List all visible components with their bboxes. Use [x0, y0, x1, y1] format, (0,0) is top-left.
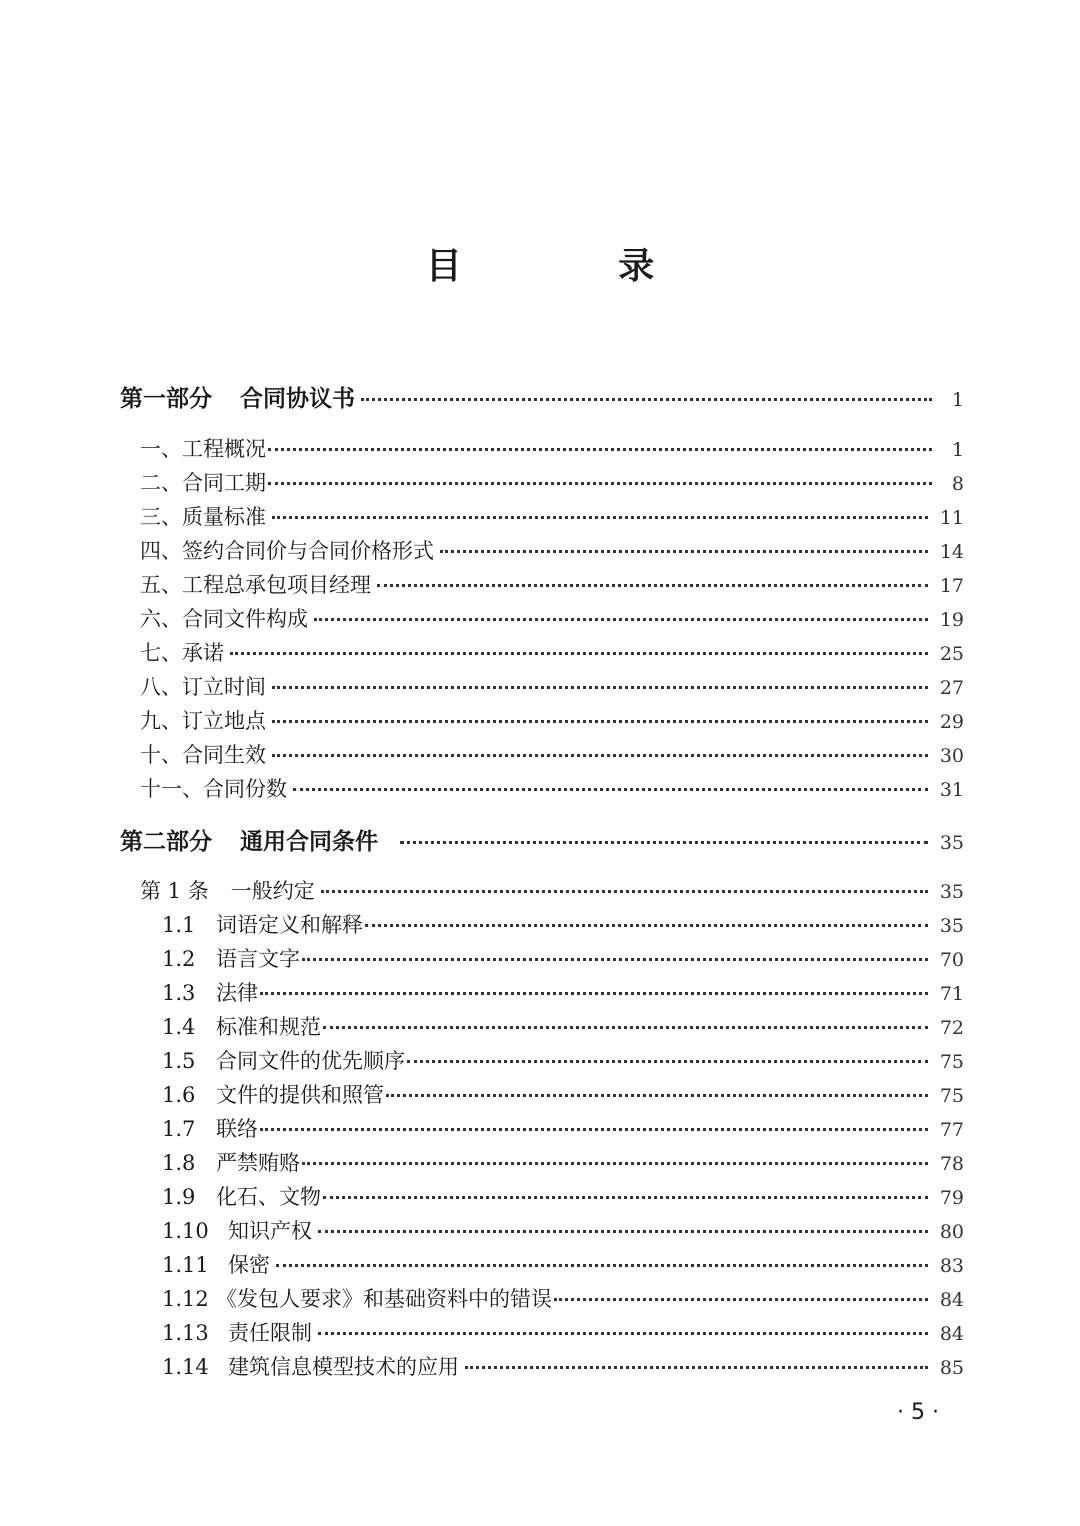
dot-leader: [400, 841, 928, 844]
clause-number: 1.11: [162, 1253, 209, 1277]
entry-title: 联络: [216, 1117, 258, 1141]
entry-title: 一、工程概况: [140, 437, 266, 461]
entry-title: 法律: [216, 981, 258, 1005]
page-number: 35: [939, 832, 964, 854]
toc-article[interactable]: [140, 875, 964, 905]
page-number: 77: [939, 1119, 964, 1141]
toc-clause[interactable]: [162, 1351, 964, 1381]
page-number: 14: [939, 541, 964, 563]
page-number: 75: [939, 1051, 964, 1073]
page-number: 27: [939, 677, 964, 699]
page-number: 17: [939, 575, 964, 597]
entry-title: 知识产权: [228, 1219, 312, 1243]
dot-leader: [302, 958, 928, 961]
page-number: 79: [939, 1187, 964, 1209]
dot-leader: [321, 890, 928, 893]
dot-leader: [323, 1026, 928, 1029]
toc-clause[interactable]: [162, 1181, 964, 1211]
clause-number: 1.7: [162, 1117, 196, 1141]
entry-title: 责任限制: [228, 1321, 312, 1345]
part-name: 合同协议书: [240, 385, 355, 412]
toc-clause[interactable]: [162, 1045, 964, 1075]
page-number: 71: [939, 983, 964, 1005]
clause-number: 1.6: [162, 1083, 196, 1107]
entry-title: 三、质量标准: [140, 505, 266, 529]
part-label: 第二部分: [120, 828, 212, 855]
toc-entry[interactable]: [140, 739, 964, 769]
part-label: 第一部分: [120, 385, 212, 412]
toc-clause[interactable]: [162, 977, 964, 1007]
page-number: 35: [939, 881, 964, 903]
entry-title: 建筑信息模型技术的应用: [228, 1355, 459, 1379]
entry-title: 语言文字: [216, 947, 300, 971]
toc-clause[interactable]: [162, 1215, 964, 1245]
page-number: 25: [939, 643, 964, 665]
dot-leader: [260, 1128, 928, 1131]
clause-number: 1.4: [162, 1015, 196, 1039]
page-number: 31: [939, 779, 964, 801]
entry-title: 四、签约合同价与合同价格形式: [140, 539, 434, 563]
entry-title: 一般约定: [230, 879, 315, 903]
dot-leader: [323, 1196, 928, 1199]
page-number: 29: [939, 711, 964, 733]
toc-clause[interactable]: [162, 1011, 964, 1041]
toc-clause[interactable]: [162, 1113, 964, 1143]
page-number: 19: [939, 609, 964, 631]
page-number: 78: [939, 1153, 964, 1175]
toc-entry[interactable]: [140, 569, 964, 599]
entry-title: 七、承诺: [140, 641, 224, 665]
page-number: 72: [939, 1017, 964, 1039]
clause-number: 1.9: [162, 1185, 196, 1209]
clause-number: 1.3: [162, 981, 196, 1005]
toc-clause[interactable]: [162, 1317, 964, 1347]
clause-number: 1.2: [162, 947, 196, 971]
page-number: 70: [939, 949, 964, 971]
dot-leader: [361, 398, 932, 401]
page-number: 83: [939, 1255, 964, 1277]
entry-title: 五、工程总承包项目经理: [140, 573, 371, 597]
clause-number: 1.13: [162, 1321, 209, 1345]
toc-entry[interactable]: [140, 671, 964, 701]
page-number: 30: [939, 745, 964, 767]
dot-leader: [440, 550, 928, 553]
dot-leader: [230, 652, 928, 655]
clause-number: 1.5: [162, 1049, 196, 1073]
page-number: 35: [939, 915, 964, 937]
entry-title: 十一、合同份数: [140, 777, 287, 801]
toc-clause[interactable]: [162, 1283, 964, 1313]
page-number: 84: [939, 1323, 964, 1345]
entry-title: 九、订立地点: [140, 709, 266, 733]
toc-entry[interactable]: [140, 603, 964, 633]
page-number: 1: [951, 389, 964, 411]
entry-title: 二、合同工期: [140, 471, 266, 495]
page-number: 1: [951, 439, 964, 461]
dot-leader: [318, 1332, 928, 1335]
entry-title: 十、合同生效: [140, 743, 266, 767]
toc-entry[interactable]: [140, 433, 964, 463]
entry-title: 六、合同文件构成: [140, 607, 308, 631]
dot-leader: [314, 618, 928, 621]
dot-leader: [293, 788, 928, 791]
entry-title: 标准和规范: [216, 1015, 321, 1039]
dot-leader: [272, 754, 928, 757]
dot-leader: [407, 1060, 928, 1063]
dot-leader: [302, 1162, 928, 1165]
dot-leader: [272, 516, 928, 519]
entry-title: 词语定义和解释: [216, 913, 363, 937]
clause-number: 1.1: [162, 913, 196, 937]
dot-leader: [276, 1264, 928, 1267]
page-title: 目 录: [425, 246, 727, 287]
page-number: 75: [939, 1085, 964, 1107]
toc-clause[interactable]: [162, 1079, 964, 1109]
toc-entry[interactable]: [140, 467, 964, 497]
dot-leader: [272, 720, 928, 723]
entry-title: 严禁贿赂: [216, 1151, 300, 1175]
clause-number: 1.8: [162, 1151, 196, 1175]
toc-clause[interactable]: [162, 1147, 964, 1177]
entry-title: 保密: [228, 1253, 270, 1277]
dot-leader: [365, 924, 928, 927]
toc-entry[interactable]: [140, 535, 964, 565]
entry-title: 八、订立时间: [140, 675, 266, 699]
entry-title: 合同文件的优先顺序: [216, 1049, 405, 1073]
article-label: 第 1 条: [140, 879, 209, 903]
toc-part-heading[interactable]: [120, 823, 964, 856]
entry-title: 《发包人要求》和基础资料中的错误: [216, 1287, 552, 1311]
toc-entry[interactable]: [140, 501, 964, 531]
dot-leader: [377, 584, 928, 587]
toc-clause[interactable]: [162, 909, 964, 939]
page-number: 80: [939, 1221, 964, 1243]
dot-leader: [318, 1230, 928, 1233]
toc-clause[interactable]: [162, 943, 964, 973]
dot-leader: [272, 686, 928, 689]
dot-leader: [268, 482, 932, 485]
entry-title: 化石、文物: [216, 1185, 321, 1209]
toc-entry[interactable]: [140, 637, 964, 667]
entry-title: 文件的提供和照管: [216, 1083, 384, 1107]
page-number: 85: [939, 1357, 964, 1379]
clause-number: 1.10: [162, 1219, 209, 1243]
part-name: 通用合同条件: [240, 828, 378, 855]
page-number: 11: [939, 507, 964, 529]
page-footer-number: · 5 ·: [897, 1400, 939, 1425]
page-number: 8: [951, 473, 964, 495]
dot-leader: [386, 1094, 928, 1097]
toc-part-heading[interactable]: [120, 380, 964, 413]
dot-leader: [268, 448, 932, 451]
clause-number: 1.12: [162, 1287, 209, 1311]
dot-leader: [554, 1298, 928, 1301]
page-number: 84: [939, 1289, 964, 1311]
toc-entry[interactable]: [140, 705, 964, 735]
toc-clause[interactable]: [162, 1249, 964, 1279]
toc-entry[interactable]: [140, 773, 964, 803]
dot-leader: [465, 1366, 928, 1369]
clause-number: 1.14: [162, 1355, 209, 1379]
dot-leader: [260, 992, 928, 995]
